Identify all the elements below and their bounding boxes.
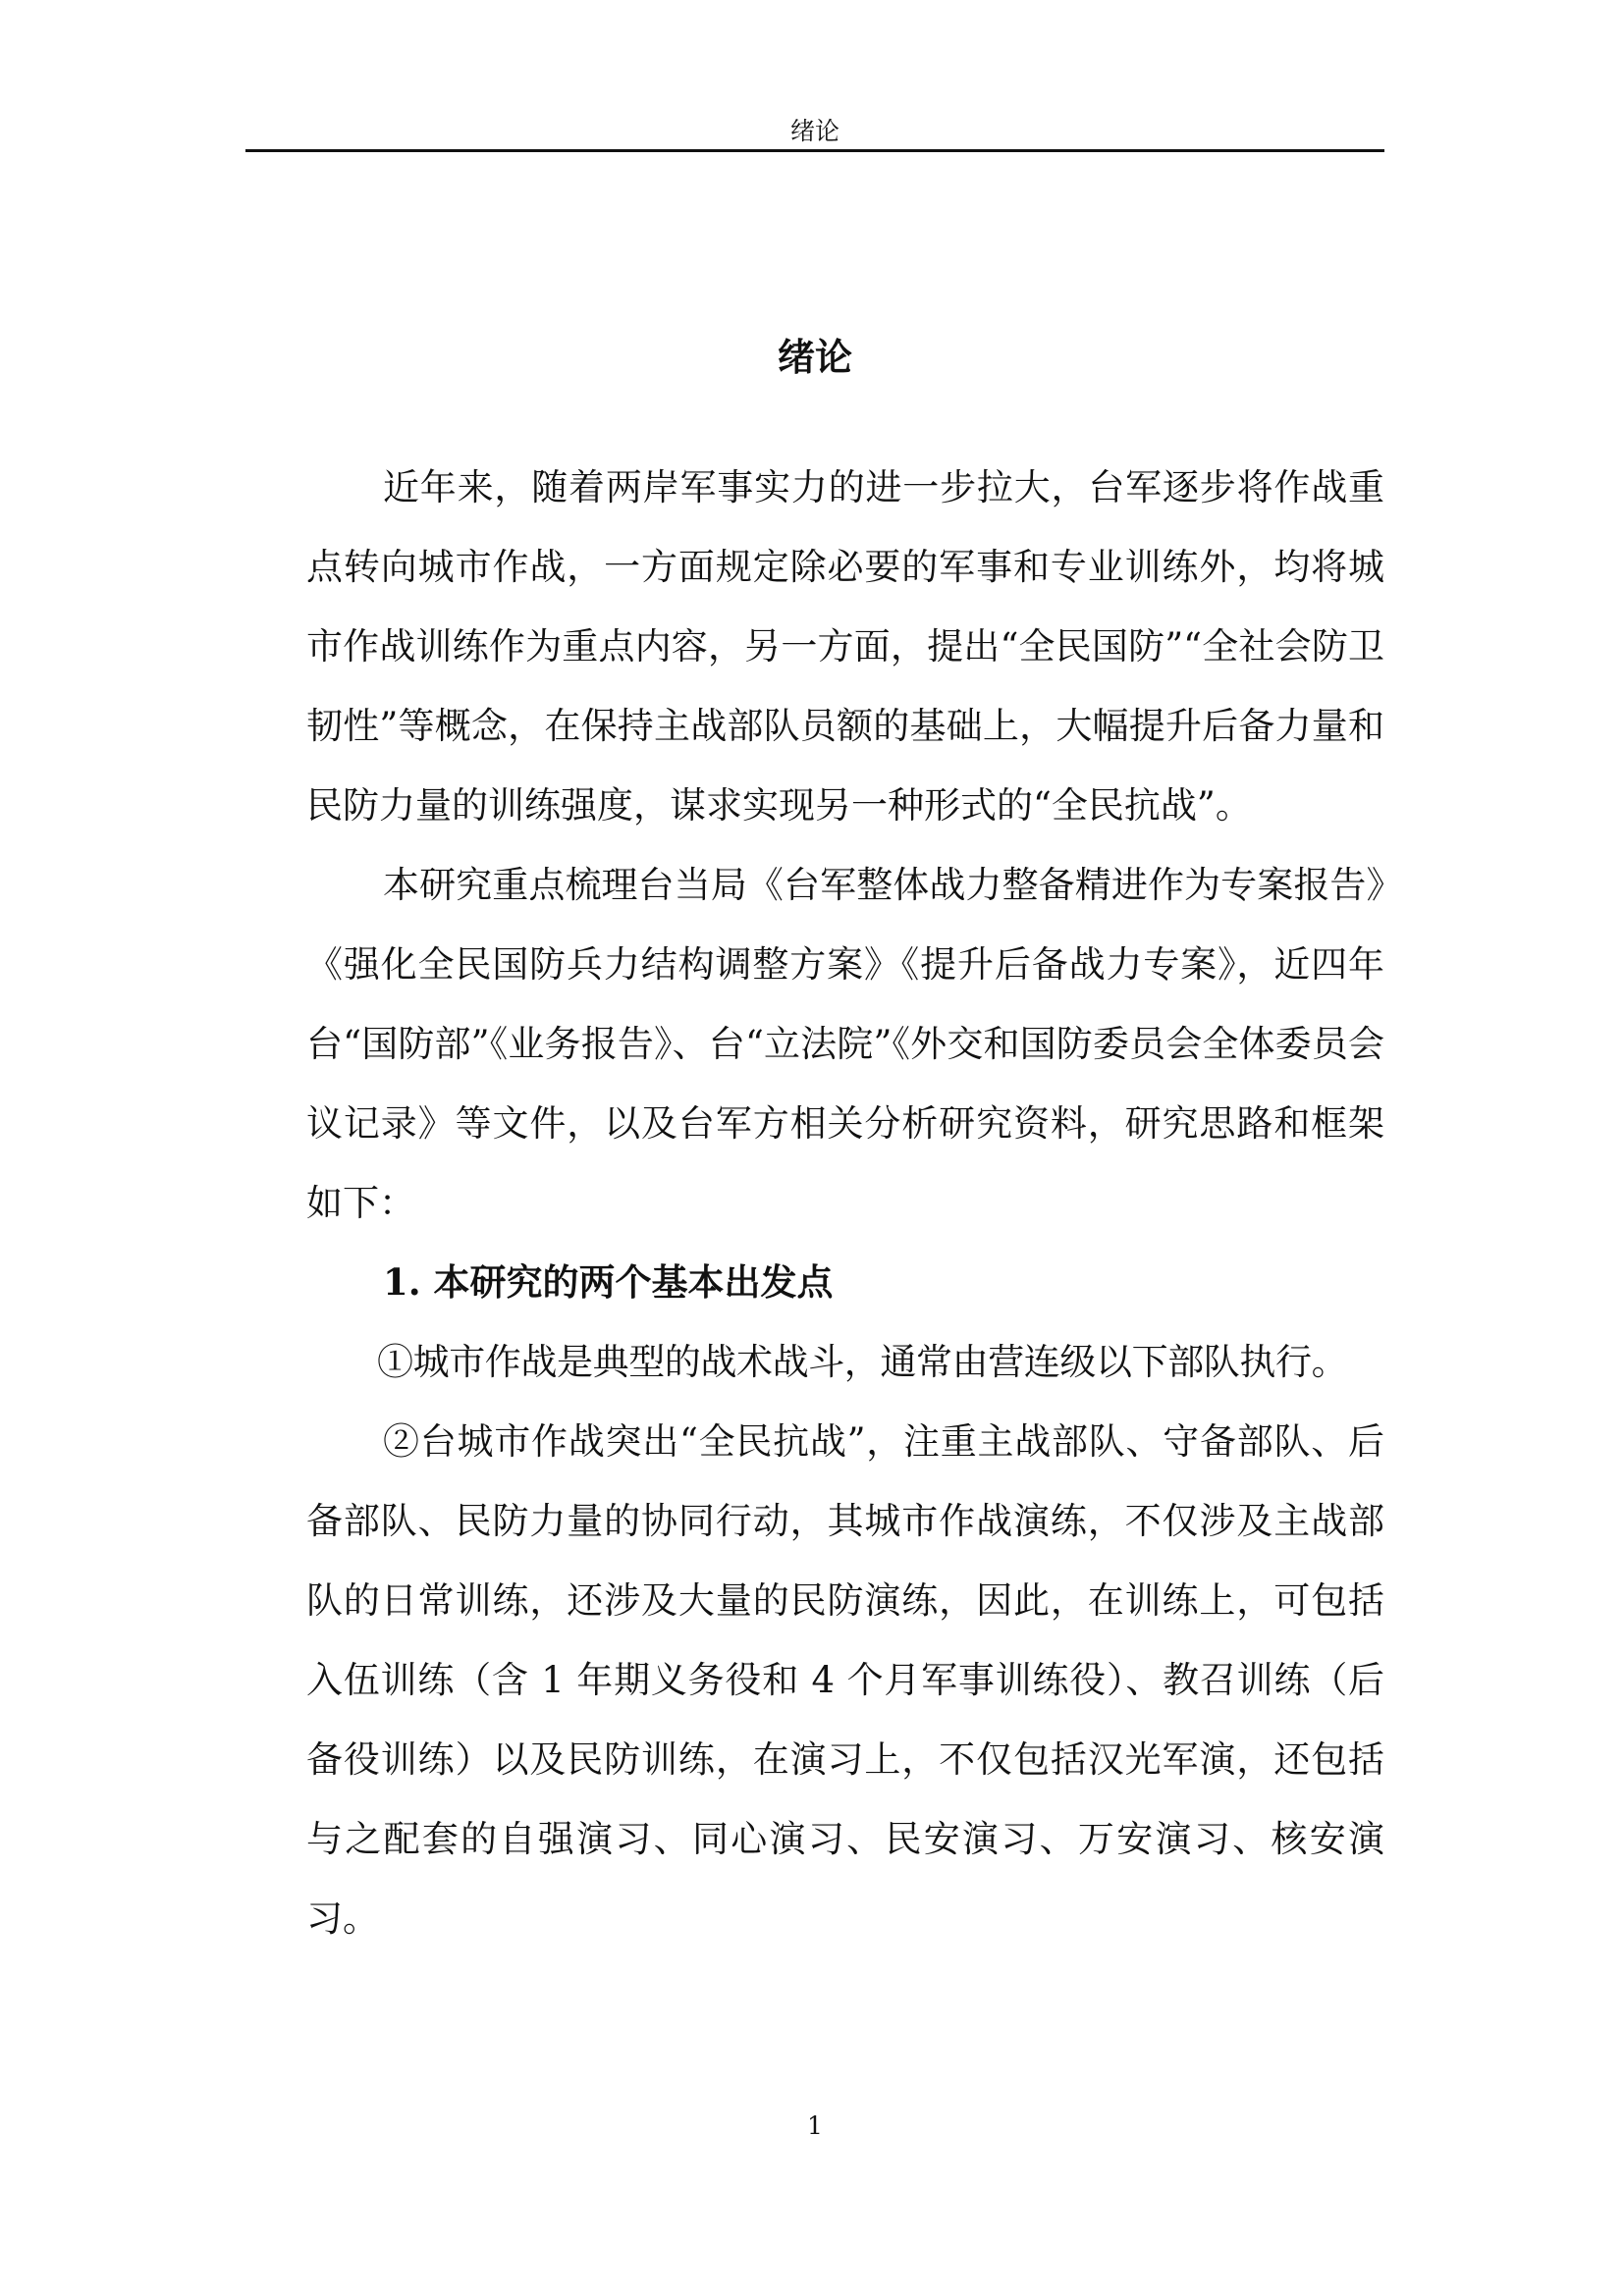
research-scope-paragraph: 本研究重点梳理台当局《台军整体战力整备精进作为专案报告》《强化全民国防兵力结构调整方案》《提升后备战力专案》，近四年台“国防部”《业务报告》、台“立法院”《外交和国防委员会全体委员会议记录》等文件，以及台军方相关分析研究资料，研究思路和框架如下：	[306, 864, 1384, 1224]
point-one: ①城市作战是典型的战术战斗，通常由营连级以下部队执行。	[377, 1341, 1348, 1383]
point-two: ②台城市作战突出“全民抗战”，注重主战部队、守备部队、后备部队、民防力量的协同行动，其城市作战演练，不仅涉及主战部队的日常训练，还涉及大量的民防演练，因此，在训练上，可包括入伍训练（含 1 年期义务役和 4 个月军事训练役）、教召训练（后备役训练）以及民防训练，在演习上，不仅包括汉光军演，还包括与之配套的自强演习、同心演习、民安演习、万安演习、核安演习。	[306, 1420, 1384, 1940]
document-body	[306, 448, 1384, 1958]
running-header: 绪论	[789, 117, 839, 145]
header-divider	[245, 149, 1384, 152]
intro-paragraph: 近年来，随着两岸军事实力的进一步拉大，台军逐步将作战重点转向城市作战，一方面规定除必要的军事和专业训练外，均将城市作战训练作为重点内容，另一方面，提出“全民国防”“全社会防卫韧性”等概念，在保持主战部队员额的基础上，大幅提升后备力量和民防力量的训练强度，谋求实现另一种形式的“全民抗战”。	[306, 466, 1384, 827]
document-title: 绪论	[777, 335, 852, 379]
page-number: 1	[807, 2111, 823, 2140]
section-heading: 1. 本研究的两个基本出发点	[383, 1260, 834, 1304]
